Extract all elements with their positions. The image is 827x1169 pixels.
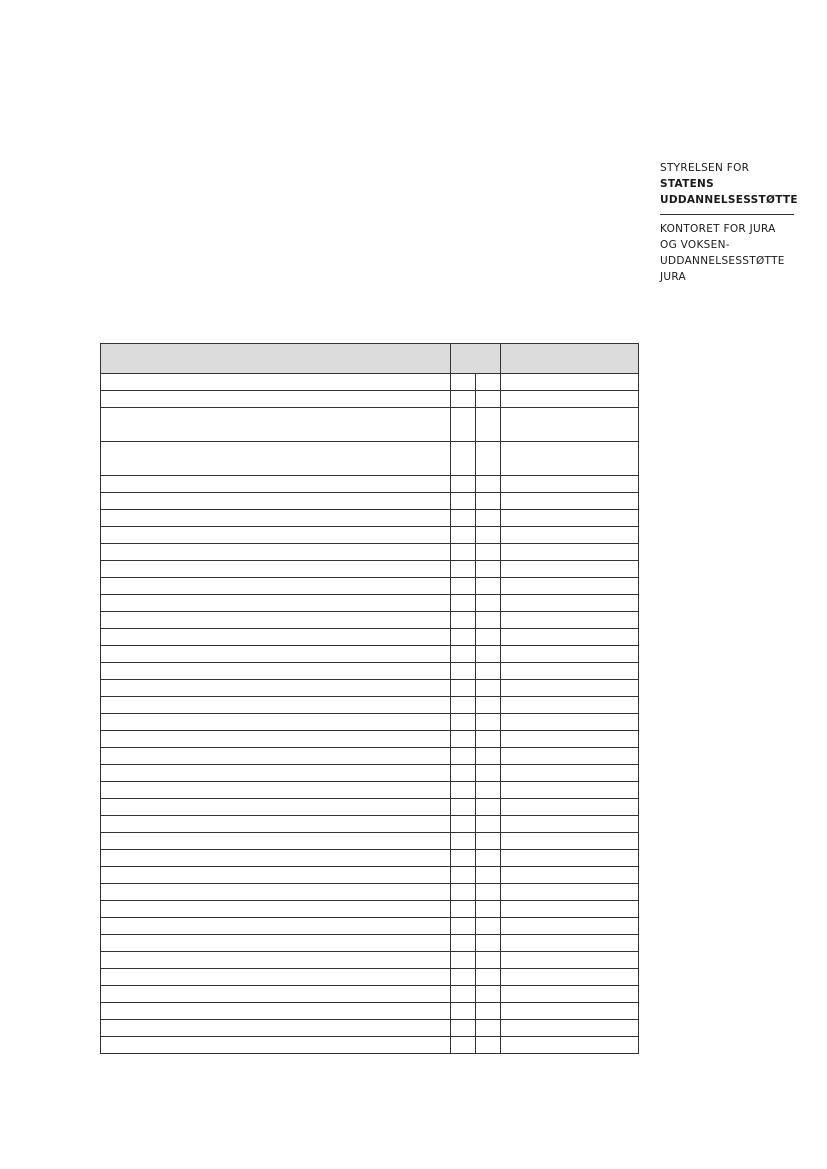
table-row [101,697,639,714]
mark-cell-2[interactable] [476,391,501,408]
mark-cell-1[interactable] [451,833,476,850]
mark-cell-2[interactable] [476,663,501,680]
description-cell[interactable] [101,544,451,561]
table-row [101,952,639,969]
description-cell[interactable] [101,612,451,629]
mark-cell-2[interactable] [476,714,501,731]
notes-cell[interactable] [501,629,639,646]
table-row [101,986,639,1003]
description-cell[interactable] [101,629,451,646]
notes-cell[interactable] [501,952,639,969]
description-cell[interactable] [101,731,451,748]
notes-cell[interactable] [501,646,639,663]
description-cell[interactable] [101,799,451,816]
table-body [101,374,639,1054]
mark-cell-2[interactable] [476,884,501,901]
mark-cell-1[interactable] [451,646,476,663]
table-row [101,850,639,867]
table-row [101,799,639,816]
mark-cell-1[interactable] [451,748,476,765]
description-cell[interactable] [101,969,451,986]
table-row [101,867,639,884]
description-cell[interactable] [101,714,451,731]
notes-cell[interactable] [501,731,639,748]
description-cell[interactable] [101,782,451,799]
mark-cell-2[interactable] [476,816,501,833]
mark-cell-1[interactable] [451,663,476,680]
department-line3: UDDANNELSESSTØTTE [660,255,785,267]
description-cell[interactable] [101,561,451,578]
mark-cell-2[interactable] [476,697,501,714]
form-table [100,343,639,1054]
mark-cell-1[interactable] [451,884,476,901]
mark-cell-2[interactable] [476,510,501,527]
notes-cell[interactable] [501,391,639,408]
description-cell[interactable] [101,748,451,765]
header-cell-description [101,344,451,374]
notes-cell[interactable] [501,476,639,493]
mark-cell-2[interactable] [476,544,501,561]
notes-cell[interactable] [501,884,639,901]
mark-cell-2[interactable] [476,799,501,816]
description-cell[interactable] [101,952,451,969]
table-row [101,493,639,510]
notes-cell[interactable] [501,561,639,578]
description-cell[interactable] [101,986,451,1003]
notes-cell[interactable] [501,527,639,544]
mark-cell-1[interactable] [451,1020,476,1037]
description-cell[interactable] [101,663,451,680]
table-row [101,374,639,391]
header-cell-marks [451,344,501,374]
mark-cell-1[interactable] [451,374,476,391]
table-row [101,1003,639,1020]
table-row [101,629,639,646]
description-cell[interactable] [101,833,451,850]
notes-cell[interactable] [501,544,639,561]
notes-cell[interactable] [501,986,639,1003]
description-cell[interactable] [101,476,451,493]
mark-cell-2[interactable] [476,1037,501,1054]
notes-cell[interactable] [501,765,639,782]
mark-cell-1[interactable] [451,442,476,476]
mark-cell-2[interactable] [476,476,501,493]
table-row [101,816,639,833]
mark-cell-2[interactable] [476,680,501,697]
table-row [101,918,639,935]
mark-cell-2[interactable] [476,578,501,595]
table-row [101,578,639,595]
mark-cell-1[interactable] [451,510,476,527]
mark-cell-2[interactable] [476,1020,501,1037]
mark-cell-2[interactable] [476,595,501,612]
table-row [101,731,639,748]
table-header [101,344,639,374]
agency-name-line3: UDDANNELSESSTØTTE [660,194,798,206]
notes-cell[interactable] [501,493,639,510]
mark-cell-1[interactable] [451,544,476,561]
mark-cell-2[interactable] [476,442,501,476]
table-row [101,765,639,782]
table-row [101,663,639,680]
mark-cell-2[interactable] [476,833,501,850]
table-row [101,612,639,629]
description-cell[interactable] [101,884,451,901]
agency-name-line2: STATENS [660,178,715,190]
mark-cell-1[interactable] [451,918,476,935]
mark-cell-1[interactable] [451,697,476,714]
mark-cell-1[interactable] [451,714,476,731]
table-row [101,561,639,578]
mark-cell-2[interactable] [476,782,501,799]
table-row [101,884,639,901]
agency-name-line1: STYRELSEN FOR [660,162,750,174]
mark-cell-1[interactable] [451,408,476,442]
description-cell[interactable] [101,408,451,442]
mark-cell-1[interactable] [451,901,476,918]
mark-cell-2[interactable] [476,901,501,918]
table-row [101,1020,639,1037]
notes-cell[interactable] [501,714,639,731]
notes-cell[interactable] [501,969,639,986]
mark-cell-2[interactable] [476,867,501,884]
table-row [101,442,639,476]
description-cell[interactable] [101,901,451,918]
mark-cell-1[interactable] [451,1037,476,1054]
table-row [101,935,639,952]
table-row [101,901,639,918]
mark-cell-1[interactable] [451,969,476,986]
mark-cell-1[interactable] [451,765,476,782]
notes-cell[interactable] [501,1003,639,1020]
notes-cell[interactable] [501,748,639,765]
notes-cell[interactable] [501,935,639,952]
notes-cell[interactable] [501,918,639,935]
mark-cell-2[interactable] [476,935,501,952]
description-cell[interactable] [101,527,451,544]
table-row [101,782,639,799]
description-cell[interactable] [101,1003,451,1020]
mark-cell-2[interactable] [476,1003,501,1020]
table-row [101,544,639,561]
notes-cell[interactable] [501,867,639,884]
mark-cell-1[interactable] [451,935,476,952]
mark-cell-1[interactable] [451,612,476,629]
notes-cell[interactable] [501,663,639,680]
description-cell[interactable] [101,697,451,714]
notes-cell[interactable] [501,1020,639,1037]
table-row [101,527,639,544]
table-row [101,391,639,408]
notes-cell[interactable] [501,850,639,867]
mark-cell-1[interactable] [451,816,476,833]
mark-cell-1[interactable] [451,561,476,578]
description-cell[interactable] [101,1020,451,1037]
description-cell[interactable] [101,765,451,782]
department-line2: OG VOKSEN- [660,239,730,251]
mark-cell-2[interactable] [476,918,501,935]
table-row [101,1037,639,1054]
notes-cell[interactable] [501,442,639,476]
description-cell[interactable] [101,816,451,833]
mark-cell-2[interactable] [476,952,501,969]
description-cell[interactable] [101,646,451,663]
mark-cell-1[interactable] [451,595,476,612]
mark-cell-1[interactable] [451,629,476,646]
notes-cell[interactable] [501,833,639,850]
description-cell[interactable] [101,680,451,697]
mark-cell-2[interactable] [476,374,501,391]
description-cell[interactable] [101,493,451,510]
mark-cell-2[interactable] [476,408,501,442]
table-row [101,748,639,765]
table-row [101,408,639,442]
mark-cell-1[interactable] [451,680,476,697]
mark-cell-1[interactable] [451,799,476,816]
mark-cell-2[interactable] [476,765,501,782]
table-row [101,595,639,612]
description-cell[interactable] [101,918,451,935]
mark-cell-2[interactable] [476,986,501,1003]
mark-cell-1[interactable] [451,527,476,544]
table-row [101,646,639,663]
notes-cell[interactable] [501,799,639,816]
department-line4: JURA [660,271,687,283]
description-cell[interactable] [101,595,451,612]
mark-cell-2[interactable] [476,969,501,986]
notes-cell[interactable] [501,612,639,629]
mark-cell-2[interactable] [476,731,501,748]
mark-cell-2[interactable] [476,561,501,578]
mark-cell-2[interactable] [476,493,501,510]
notes-cell[interactable] [501,1037,639,1054]
notes-cell[interactable] [501,595,639,612]
notes-cell[interactable] [501,578,639,595]
description-cell[interactable] [101,578,451,595]
notes-cell[interactable] [501,697,639,714]
description-cell[interactable] [101,867,451,884]
mark-cell-1[interactable] [451,850,476,867]
mark-cell-2[interactable] [476,850,501,867]
mark-cell-2[interactable] [476,629,501,646]
notes-cell[interactable] [501,816,639,833]
notes-cell[interactable] [501,901,639,918]
description-cell[interactable] [101,442,451,476]
mark-cell-2[interactable] [476,646,501,663]
mark-cell-1[interactable] [451,952,476,969]
mark-cell-2[interactable] [476,527,501,544]
notes-cell[interactable] [501,510,639,527]
notes-cell[interactable] [501,680,639,697]
mark-cell-1[interactable] [451,476,476,493]
mark-cell-1[interactable] [451,1003,476,1020]
table-row [101,680,639,697]
department-line1: KONTORET FOR JURA [660,223,776,235]
table-row [101,476,639,493]
description-cell[interactable] [101,391,451,408]
mark-cell-1[interactable] [451,867,476,884]
letterhead [660,160,798,285]
header-cell-notes [501,344,639,374]
letterhead-divider [660,214,794,215]
description-cell[interactable] [101,510,451,527]
table-row [101,833,639,850]
mark-cell-2[interactable] [476,612,501,629]
mark-cell-1[interactable] [451,391,476,408]
table-row [101,714,639,731]
notes-cell[interactable] [501,782,639,799]
notes-cell[interactable] [501,408,639,442]
description-cell[interactable] [101,1037,451,1054]
table-row [101,969,639,986]
table-row [101,510,639,527]
mark-cell-1[interactable] [451,578,476,595]
mark-cell-2[interactable] [476,748,501,765]
mark-cell-1[interactable] [451,986,476,1003]
mark-cell-1[interactable] [451,782,476,799]
mark-cell-1[interactable] [451,493,476,510]
description-cell[interactable] [101,850,451,867]
mark-cell-1[interactable] [451,731,476,748]
notes-cell[interactable] [501,374,639,391]
description-cell[interactable] [101,935,451,952]
description-cell[interactable] [101,374,451,391]
